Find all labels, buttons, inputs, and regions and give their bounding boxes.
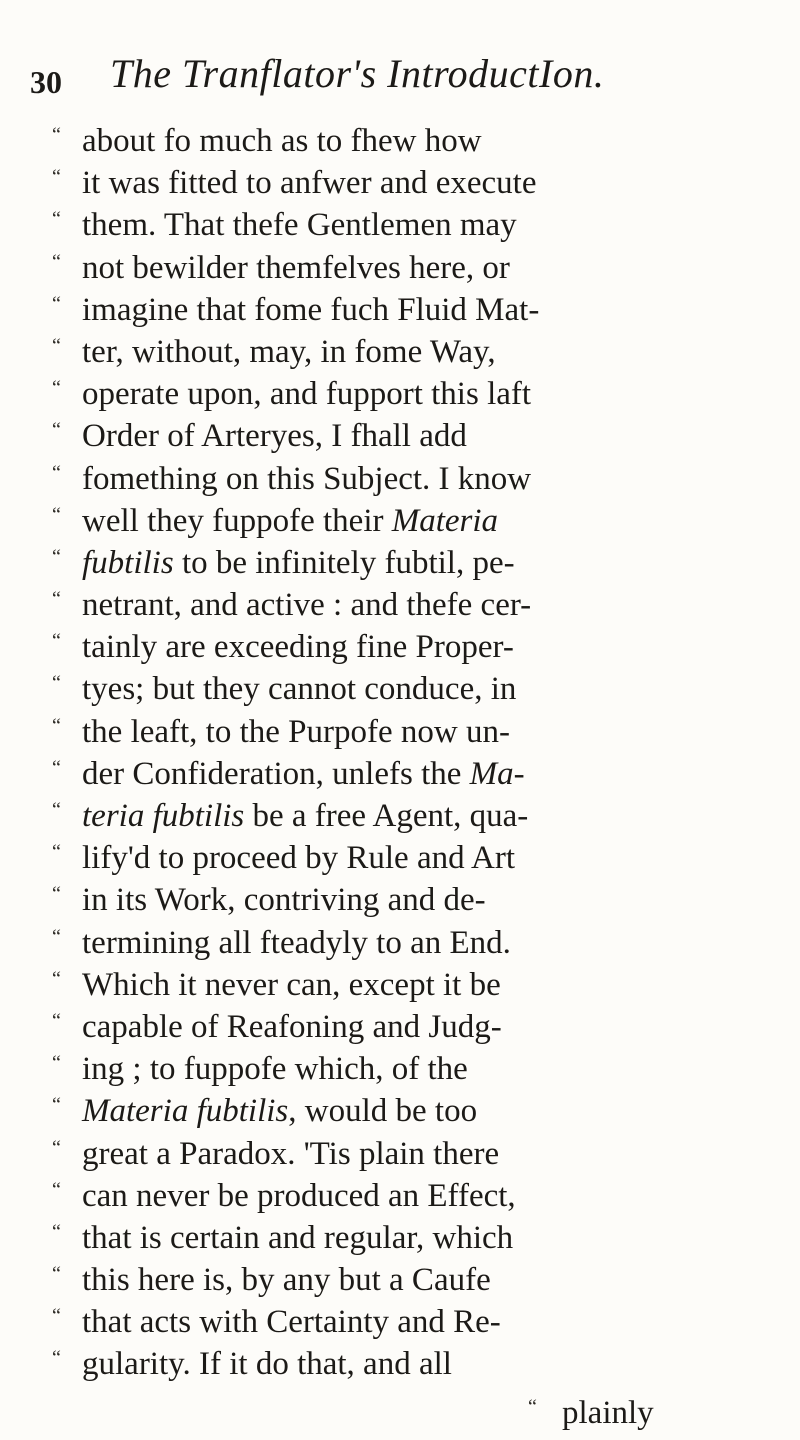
quote-mark: “ (52, 883, 61, 906)
text-segment: der Confideration, unlefs the (82, 755, 470, 792)
text-line (52, 1343, 772, 1385)
text-segment: the leaft, to the Purpofe now un- (82, 713, 510, 750)
text-line (52, 542, 772, 584)
quote-mark: “ (52, 250, 61, 273)
quote-mark: “ (52, 1094, 61, 1117)
quote-mark: “ (52, 672, 61, 695)
quote-mark: “ (52, 503, 61, 526)
line-text (82, 204, 517, 246)
quote-mark: “ (52, 124, 61, 146)
quote-mark: “ (528, 1396, 537, 1418)
text-segment: lify'd to proceed by Rule and Art (82, 840, 516, 877)
line-text (82, 500, 498, 542)
line-text (82, 1259, 491, 1301)
text-line (52, 626, 772, 668)
quote-mark: “ (52, 1220, 61, 1243)
quote-mark: “ (52, 1263, 61, 1286)
text-segment: netrant, and active : and thefe cer- (82, 587, 532, 624)
text-segment: great a Paradox. 'Tis plain there (82, 1135, 500, 1172)
italic-text: Materia fubtilis (82, 1093, 289, 1130)
text-line (52, 331, 772, 373)
text-line (52, 1048, 772, 1090)
line-text (82, 1175, 516, 1217)
text-segment: fomething on this Subject. I know (82, 460, 532, 497)
text-segment: operate upon, and fupport this laft (82, 376, 532, 413)
page-number: 30 (30, 64, 62, 100)
running-head: The Tranflator's IntroductIon. (110, 51, 605, 96)
quote-mark: “ (52, 925, 61, 948)
text-line (52, 668, 772, 710)
text-segment: that acts with Certainty and Re- (82, 1304, 501, 1341)
quote-mark: “ (52, 1009, 61, 1032)
line-text (82, 711, 510, 753)
catchword (528, 1392, 654, 1434)
quote-mark: “ (52, 799, 61, 821)
text-segment: be a free Agent, qua- (244, 798, 529, 834)
text-segment: this here is, by any but a Caufe (82, 1262, 491, 1299)
line-text (82, 1133, 499, 1175)
line-text (82, 162, 536, 204)
quote-mark: “ (52, 1136, 61, 1159)
italic-text: fubtilis (82, 544, 174, 581)
text-segment: ter, without, may, in fome Way, (82, 333, 496, 370)
line-text (82, 120, 482, 162)
text-line (52, 879, 772, 921)
text-segment: well they fuppofe their (82, 502, 392, 539)
text-line (52, 1090, 772, 1132)
quote-mark: “ (52, 377, 61, 400)
line-text (82, 1217, 513, 1259)
line-text (82, 668, 516, 710)
line-text (82, 964, 501, 1006)
text-segment: can never be produced an Effect, (82, 1177, 516, 1214)
quote-mark: “ (52, 1052, 61, 1075)
text-segment: tainly are exceeding fine Proper- (82, 629, 514, 666)
text-segment: , would be too (288, 1093, 478, 1130)
quote-mark: “ (52, 334, 61, 357)
line-text (82, 1006, 502, 1048)
line-text (82, 289, 539, 331)
quote-mark: “ (52, 208, 61, 231)
quote-mark: “ (52, 967, 61, 990)
text-segment: in its Work, contriving and de- (82, 882, 486, 919)
text-line (52, 837, 772, 879)
line-text (82, 415, 467, 457)
quote-mark: “ (52, 461, 61, 484)
text-segment: about fo much as to fhew how (82, 123, 482, 159)
body-text (52, 120, 772, 1386)
line-text (82, 542, 515, 584)
line-text (82, 837, 515, 879)
text-line (52, 964, 772, 1006)
line-text (82, 753, 525, 795)
text-segment: not bewilder themfelves here, or (82, 249, 510, 286)
italic-text: teria fubtilis (82, 798, 245, 834)
line-text (82, 922, 511, 964)
text-segment: Order of Arteryes, I fhall add (82, 418, 467, 455)
quote-mark: “ (52, 1178, 61, 1201)
quote-mark: “ (52, 714, 61, 737)
text-segment: them. That thefe Gentlemen may (82, 207, 517, 244)
quote-mark: “ (52, 545, 61, 568)
line-text (82, 795, 528, 837)
line-text (82, 1343, 452, 1385)
text-line (52, 204, 772, 246)
text-line (52, 1259, 772, 1301)
text-segment: to be infinitely fubtil, pe- (173, 544, 515, 581)
text-line (52, 753, 772, 795)
text-line (52, 415, 772, 457)
text-line (52, 922, 772, 964)
line-text (82, 1301, 501, 1343)
line-text (82, 626, 514, 668)
line-text (82, 1090, 477, 1132)
text-segment: it was fitted to anfwer and execute (82, 165, 537, 202)
quote-mark: “ (52, 292, 61, 315)
line-text (82, 373, 531, 415)
text-segment: ing ; to fuppofe which, of the (82, 1051, 468, 1088)
italic-text: Ma- (469, 755, 525, 792)
text-line (52, 1006, 772, 1048)
text-segment: imagine that fome fuch Fluid Mat- (82, 291, 540, 328)
text-segment: Which it never can, except it be (82, 966, 501, 1003)
text-line (52, 500, 772, 542)
quote-mark: “ (52, 1347, 61, 1370)
text-line (52, 1217, 772, 1259)
text-line (52, 1301, 772, 1343)
line-text (82, 584, 531, 626)
text-line (52, 162, 772, 204)
text-line (52, 247, 772, 289)
text-segment: that is certain and regular, which (82, 1219, 514, 1256)
quote-mark: “ (52, 588, 61, 611)
text-segment: termining all fteadyly to an End. (82, 924, 511, 961)
text-segment: gularity. If it do that, and all (82, 1346, 452, 1383)
line-text (82, 458, 531, 500)
text-line (52, 795, 772, 837)
quote-mark: “ (52, 630, 61, 653)
quote-mark: “ (52, 841, 61, 864)
text-line (52, 373, 772, 415)
quote-mark: “ (52, 756, 61, 779)
line-text (82, 1048, 468, 1090)
text-segment: tyes; but they cannot conduce, in (82, 671, 517, 708)
catchword-text: plainly (562, 1395, 654, 1431)
text-line (52, 289, 772, 331)
quote-mark: “ (52, 1305, 61, 1328)
page-header (30, 50, 750, 110)
quote-mark: “ (52, 419, 61, 442)
line-text (82, 879, 486, 921)
text-line (52, 584, 772, 626)
text-line (52, 711, 772, 753)
line-text (82, 247, 510, 289)
text-line (52, 120, 772, 162)
line-text (82, 331, 496, 373)
text-line (52, 458, 772, 500)
text-line (52, 1133, 772, 1175)
quote-mark: “ (52, 166, 61, 189)
text-line (52, 1175, 772, 1217)
italic-text: Materia (391, 502, 499, 539)
text-segment: capable of Reafoning and Judg- (82, 1008, 502, 1045)
